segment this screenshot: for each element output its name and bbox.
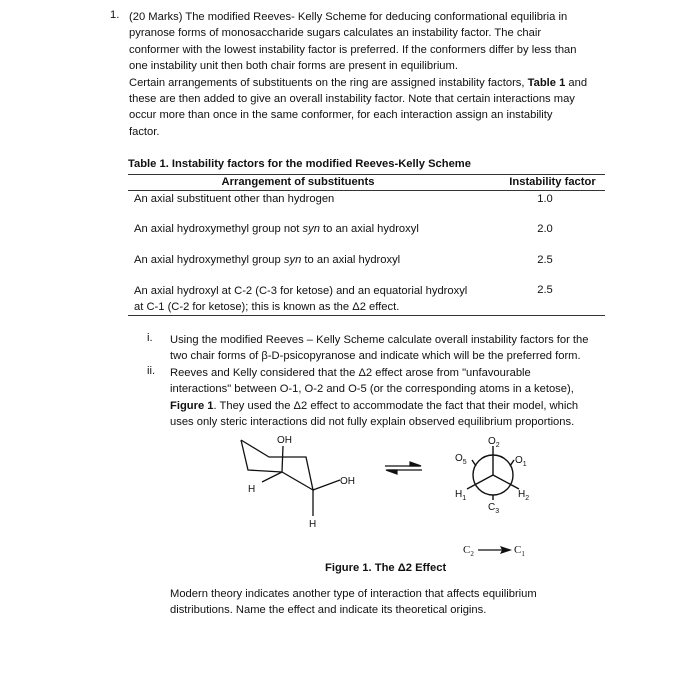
- subq-line: interactions" between O-1, O-2 and O-5 (or the corresponding atoms in a ketose),: [170, 383, 574, 396]
- table-header-factor: Instability factor: [509, 176, 596, 188]
- final-question: [170, 586, 537, 619]
- intro-line: one instability unit then both chair forms are present in equilibrium.: [129, 60, 458, 73]
- c2-to-c1-arrow: [478, 546, 512, 554]
- row-text: to an axial hydroxyl: [301, 254, 401, 266]
- final-line: Modern theory indicates another type of interaction that affects equilibrium: [170, 588, 537, 600]
- row-text: to an axial hydroxyl: [319, 223, 419, 235]
- figure-ref: Figure 1: [170, 399, 214, 412]
- row-text: at C-1 (C-2 for ketose); this is known as the Δ2 effect.: [134, 300, 400, 313]
- intro-line: (20 Marks) The modified Reeves- Kelly Scheme for deducing conformational equilibria in: [129, 11, 568, 23]
- table-header-arrangement: Arrangement of substituents: [221, 176, 375, 188]
- label-oh-top: OH: [277, 435, 292, 446]
- label-c2: $C_2$: [463, 544, 474, 558]
- subq-line: Using the modified Reeves – Kelly Scheme calculate overall instability factors for the: [170, 334, 589, 346]
- intro-line: pyranose forms of monosaccharide sugars calculates an instability factor. The chair: [129, 27, 542, 40]
- subq-i-number: i.: [147, 332, 153, 344]
- chair-structure: [241, 440, 340, 516]
- label-o2: $O_2$: [488, 436, 500, 449]
- table-title: Table 1. Instability factors for the modified Reeves-Kelly Scheme: [128, 158, 471, 170]
- label-o5: $O_5$: [455, 453, 467, 466]
- row-text: An axial hydroxymethyl group: [134, 254, 284, 266]
- text: and: [565, 76, 588, 89]
- subq-line: uses only steric interactions did not fully explain observed equilibrium proportions.: [170, 416, 575, 429]
- row-italic: syn: [283, 254, 302, 266]
- equilibrium-arrows: [385, 462, 422, 474]
- row-value: 1.0: [537, 193, 553, 205]
- label-h1: $H_1$: [455, 489, 467, 502]
- newman-projection: [467, 446, 519, 500]
- label-h-bottom: H: [309, 519, 317, 530]
- intro-line: occur more than once in the same conformer, for each interaction assign an instability: [129, 109, 553, 122]
- intro-line: conformer with the lowest instability factor is preferred. If the conformers differ by less than: [129, 43, 577, 56]
- row-value: 2.0: [537, 223, 553, 235]
- label-c3: $C_3$: [488, 502, 500, 515]
- text: Certain arrangements of substituents on the ring are assigned instability factors,: [129, 76, 528, 89]
- label-o1: $O_1$: [515, 455, 527, 468]
- subq-line: Reeves and Kelly considered that the Δ2 effect arose from "unfavourable: [170, 367, 531, 379]
- subq-line: two chair forms of β-D-psicopyranose and indicate which will be the preferred form.: [170, 350, 581, 363]
- row-italic: syn: [302, 223, 320, 235]
- question-number: 1.: [110, 9, 120, 21]
- table-ref: Table 1: [527, 76, 566, 89]
- row-value: 2.5: [537, 284, 553, 296]
- text: . They used the Δ2 effect to accommodate the fact that their model, which: [213, 399, 579, 412]
- label-oh-right: OH: [340, 476, 355, 487]
- label-h2: $H_2$: [518, 489, 530, 502]
- figure-caption: Figure 1. The Δ2 Effect: [325, 562, 447, 574]
- row-text: An axial hydroxyl at C-2 (C-3 for ketose) and an equatorial hydroxyl: [134, 285, 468, 297]
- subq-ii-number: ii.: [147, 365, 156, 377]
- final-line: distributions. Name the effect and indicate its theoretical origins.: [170, 604, 487, 617]
- row-text: An axial hydroxymethyl group not: [134, 223, 303, 235]
- row-value: 2.5: [537, 254, 553, 266]
- row-text: An axial substituent other than hydrogen: [134, 193, 335, 205]
- label-h-left: H: [248, 484, 256, 495]
- label-c1: $C_1$: [514, 544, 525, 558]
- intro-line: factor.: [129, 125, 160, 138]
- intro-line: these are then added to give an overall instability factor. Note that certain interactions may: [129, 93, 575, 106]
